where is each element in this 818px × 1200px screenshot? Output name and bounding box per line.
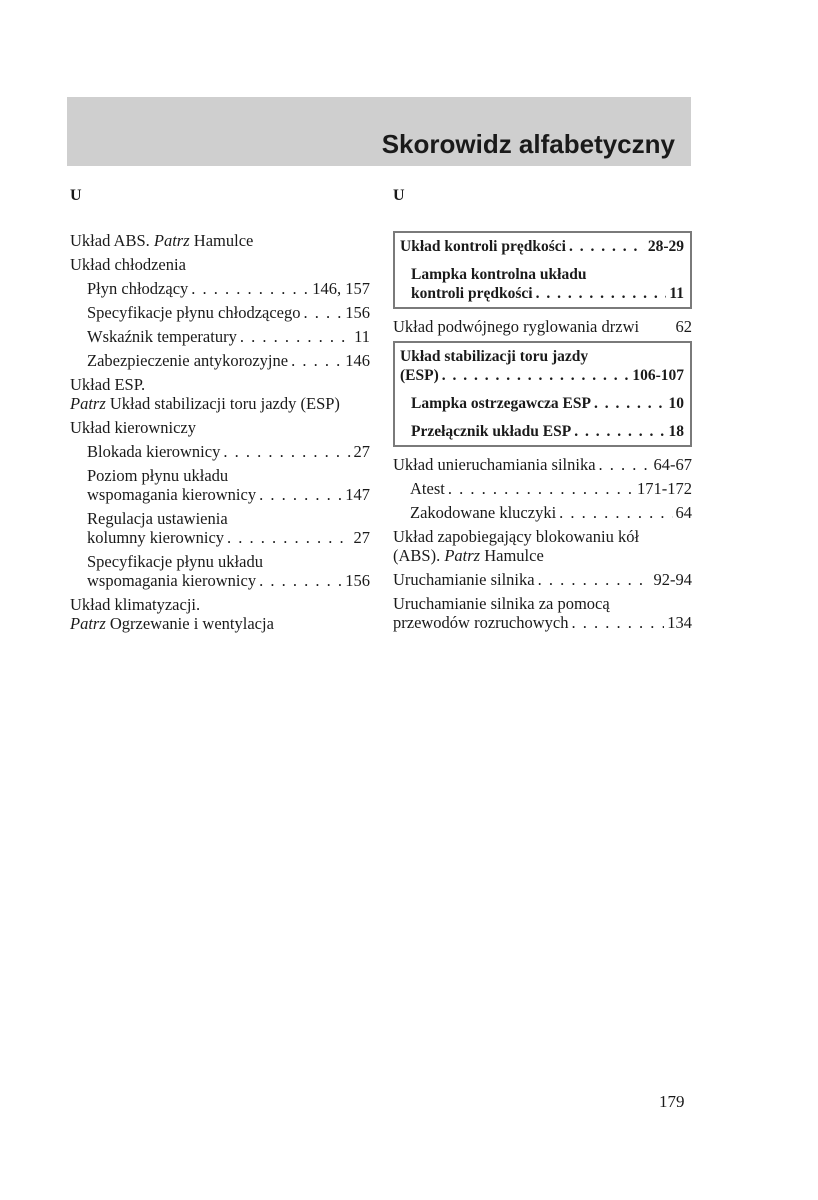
index-entry-cooling: Układ chłodzenia Płyn chłodzący . . . 146, 157 Specyfikacje płynu chłodzącego . . . 156 Wskaźnik temperatury . . . 11 Zabezpieczenie antykorozyjne . . . 146 <box>70 255 370 370</box>
page-number: 179 <box>659 1092 685 1111</box>
index-subentry: Zakodowane kluczyki . . . 64 <box>393 503 692 522</box>
index-entry: Układ kontroli prędkości . . . 28-29 <box>400 237 684 256</box>
index-subentry: Przełącznik układu ESP . . . 18 <box>400 422 684 441</box>
highlight-box-cruise-control <box>393 231 692 309</box>
index-subentry: Płyn chłodzący . . . 146, 157 <box>70 279 370 298</box>
index-entry-steering: Układ kierowniczy Blokada kierownicy . . . 27 Poziom płynu układu wspomagania kierownicy . . . 147 Regulacja ustawienia kolumny kierownicy . . . 27 Specyfikacje płynu układu wspomagania kierownicy . . . 156 <box>70 418 370 590</box>
index-subentry: Specyfikacje płynu chłodzącego . . . 156 <box>70 303 370 322</box>
index-entry-engine-start: Uruchamianie silnika . . . 92-94 <box>393 570 692 589</box>
section-letter: U <box>393 187 405 204</box>
index-entry: Układ stabilizacji toru jazdy (ESP) . . . 106-107 <box>400 347 684 385</box>
index-subentry: Specyfikacje płynu układu wspomagania kierownicy . . . 156 <box>70 552 370 590</box>
index-entry-esp: Układ ESP. Patrz Układ stabilizacji toru jazdy (ESP) <box>70 375 340 413</box>
header-band <box>67 97 691 166</box>
section-letter: U <box>70 187 82 204</box>
index-subentry: Lampka kontrolna układu kontroli prędkości . . . 11 <box>400 265 684 303</box>
index-subentry: Blokada kierownicy . . . 27 <box>70 442 370 461</box>
page-title: Skorowidz alfabetyczny <box>381 129 675 159</box>
highlight-box-esp <box>393 341 692 447</box>
index-subentry: Lampka ostrzegawcza ESP . . . 10 <box>400 394 684 413</box>
index-subentry: Zabezpieczenie antykorozyjne . . . 146 <box>70 351 370 370</box>
index-subentry: Wskaźnik temperatury . . . 11 <box>70 327 370 346</box>
index-entry-jump-start: Uruchamianie silnika za pomocą przewodów rozruchowych . . . 134 <box>393 594 692 632</box>
index-column-right <box>393 187 692 637</box>
index-entry-immobilizer: Układ unieruchamiania silnika . . . 64-67 Atest . . . 171-172 Zakodowane kluczyki . . . 64 <box>393 455 692 522</box>
index-subentry: Regulacja ustawienia kolumny kierownicy . . . 27 <box>70 509 370 547</box>
index-entry-double-lock: Układ podwójnego ryglowania drzwi 62 <box>393 317 692 336</box>
index-subentry: Poziom płynu układu wspomagania kierownicy . . . 147 <box>70 466 370 504</box>
index-entry-abs: Układ ABS. Patrz Hamulce <box>70 231 254 250</box>
index-entry-abs-full: Układ zapobiegający blokowaniu kół (ABS). Patrz Hamulce <box>393 527 640 565</box>
index-entry-ac: Układ klimatyzacji. Patrz Ogrzewanie i wentylacja <box>70 595 274 633</box>
index-column-left <box>70 187 370 638</box>
index-subentry: Atest . . . 171-172 <box>393 479 692 498</box>
